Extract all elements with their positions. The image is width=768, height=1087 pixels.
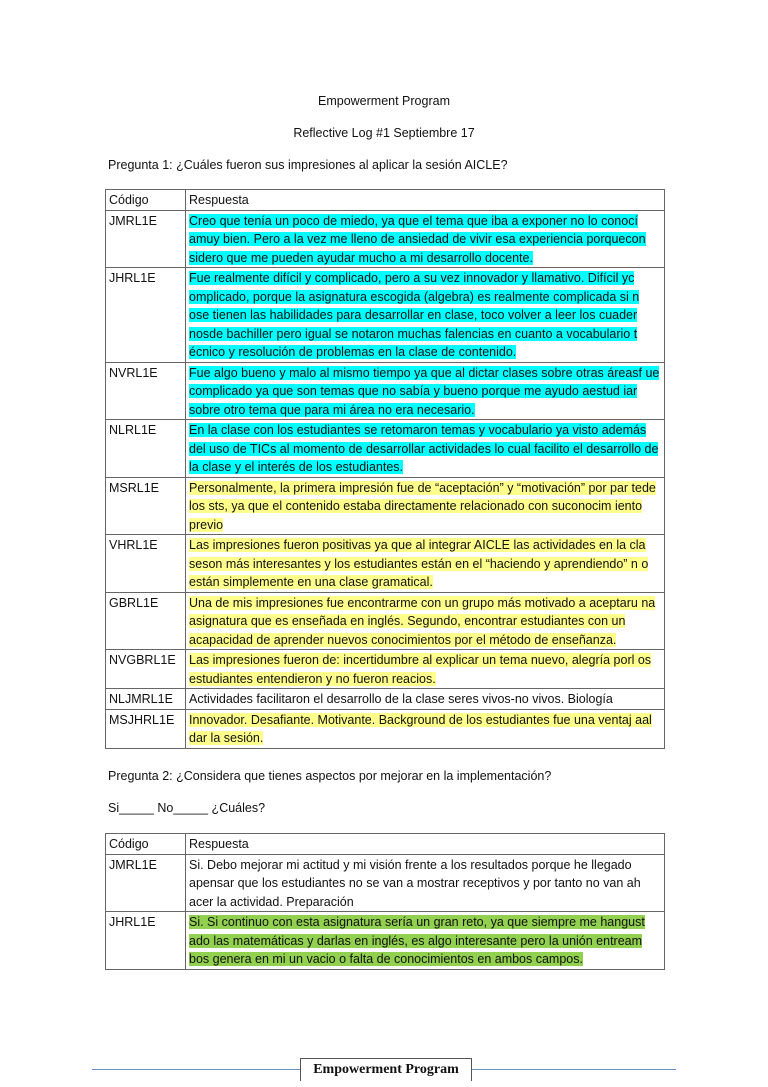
table-row: [106, 477, 665, 535]
row-code: JHRL1E: [106, 268, 186, 363]
answer-text: Si. Debo mejorar mi actitud y mi visión frente a los resultados porque he llegado apensar que los estudiantes no se van a mostrar receptivos y por tanto no van ah acer la actividad. Preparación: [189, 857, 641, 909]
table-row: [106, 650, 665, 689]
responses-table-2: [105, 833, 665, 970]
answer-text: Innovador. Desafiante. Motivante. Background de los estudiantes fue una ventaj aal dar la sesión.: [189, 712, 652, 745]
table-row: [106, 912, 665, 970]
header-code: Código: [106, 834, 186, 855]
row-answer: [186, 535, 665, 593]
answer-text: Las impresiones fueron de: incertidumbre al explicar un tema nuevo, alegría porl os estudiantes entendieron y no fueron reacios.: [189, 653, 652, 686]
header-answer: Respuesta: [186, 834, 665, 855]
answer-text: En la clase con los estudiantes se retomaron temas y vocabulario ya visto además del uso de TICs al momento de desarrollar actividades lo cual facilito el desarrollo de la clase y el interés de los estudiantes.: [189, 423, 659, 474]
table-row: [106, 709, 665, 748]
table-header-row: [106, 190, 665, 211]
answer-text: Si. Si continuo con esta asignatura sería un gran reto, ya que siempre me hangust ado las matemáticas y darlas en inglés, es algo interesante pero la unión entream bos genera en mi un vacio o falta de conocimientos en ambos campos.: [189, 915, 645, 966]
row-answer: [186, 709, 665, 748]
row-answer: [186, 689, 665, 710]
table-row: [106, 362, 665, 420]
header-answer: Respuesta: [186, 190, 665, 211]
table-row: [106, 592, 665, 650]
answer-text: Personalmente, la primera impresión fue de “aceptación” y “motivación” por par tede los sts, ya que el contenido estaba directamente relacionado con suconocim iento previo: [189, 480, 656, 532]
row-answer: [186, 854, 665, 912]
table-row: [106, 420, 665, 478]
row-answer: [186, 420, 665, 478]
row-code: NVRL1E: [106, 362, 186, 420]
question-2-options: Si_____ No_____ ¿Cuáles?: [108, 801, 266, 815]
table-header-row: [106, 834, 665, 855]
row-code: JMRL1E: [106, 210, 186, 268]
row-answer: [186, 268, 665, 363]
row-answer: [186, 477, 665, 535]
answer-text: Actividades facilitaron el desarrollo de la clase seres vivos-no vivos. Biología: [189, 692, 613, 706]
table-row: [106, 210, 665, 268]
row-answer: [186, 362, 665, 420]
table-row: [106, 268, 665, 363]
row-code: VHRL1E: [106, 535, 186, 593]
row-code: MSJHRL1E: [106, 709, 186, 748]
responses-table-1: [105, 189, 665, 749]
header-code: Código: [106, 190, 186, 211]
row-code: GBRL1E: [106, 592, 186, 650]
row-code: NLRL1E: [106, 420, 186, 478]
document-title: Empowerment Program: [318, 94, 450, 108]
question-2: Pregunta 2: ¿Considera que tienes aspectos por mejorar en la implementación?: [108, 769, 552, 783]
row-code: MSRL1E: [106, 477, 186, 535]
row-code: JHRL1E: [106, 912, 186, 970]
answer-text: Fue algo bueno y malo al mismo tiempo ya que al dictar clases sobre otras áreasf ue complicado ya que son temas que no sabía y bueno porque me ayudo aestud iar sobre otro tema que para mi área no era necesario.: [189, 365, 660, 417]
table-row: [106, 854, 665, 912]
row-answer: [186, 592, 665, 650]
question-1: Pregunta 1: ¿Cuáles fueron sus impresiones al aplicar la sesión AICLE?: [108, 158, 508, 172]
row-code: JMRL1E: [106, 854, 186, 912]
row-code: NLJMRL1E: [106, 689, 186, 710]
table-row: [106, 535, 665, 593]
answer-text: Una de mis impresiones fue encontrarme con un grupo más motivado a aceptaru na asignatura que es enseñada en inglés. Segundo, encontrar estudiantes con un acapacidad de aprender nuevos conocimientos por el método de enseñanza.: [189, 595, 656, 647]
footer-title: Empowerment Program: [300, 1058, 472, 1081]
document-subtitle: Reflective Log #1 Septiembre 17: [293, 126, 475, 140]
answer-text: Creo que tenía un poco de miedo, ya que el tema que iba a exponer no lo conocí amuy bien. Pero a la vez me lleno de ansiedad de vivir esa experiencia porquecon sidero que me pueden ayudar mucho a mi desarrollo docente.: [189, 213, 646, 265]
row-code: NVGBRL1E: [106, 650, 186, 689]
answer-text: Fue realmente difícil y complicado, pero a su vez innovador y llamativo. Difícil yc omplicado, porque la asignatura escogida (algebra) es realmente complicada si n ose tienen las habilidades para desarrollar en clase, toco volver a leer los cuader nosde bachiller pero igual se notaron muchas falencias en cuanto a vocabulario t écnico y resolución de problemas en la clase de contenido.: [189, 271, 640, 359]
row-answer: [186, 912, 665, 970]
row-answer: [186, 210, 665, 268]
row-answer: [186, 650, 665, 689]
table-row: [106, 689, 665, 710]
answer-text: Las impresiones fueron positivas ya que al integrar AICLE las actividades en la cla seson más interesantes y los estudiantes están en el “haciendo y aprendiendo” n o están simplemente en una clase gramatical.: [189, 538, 649, 589]
